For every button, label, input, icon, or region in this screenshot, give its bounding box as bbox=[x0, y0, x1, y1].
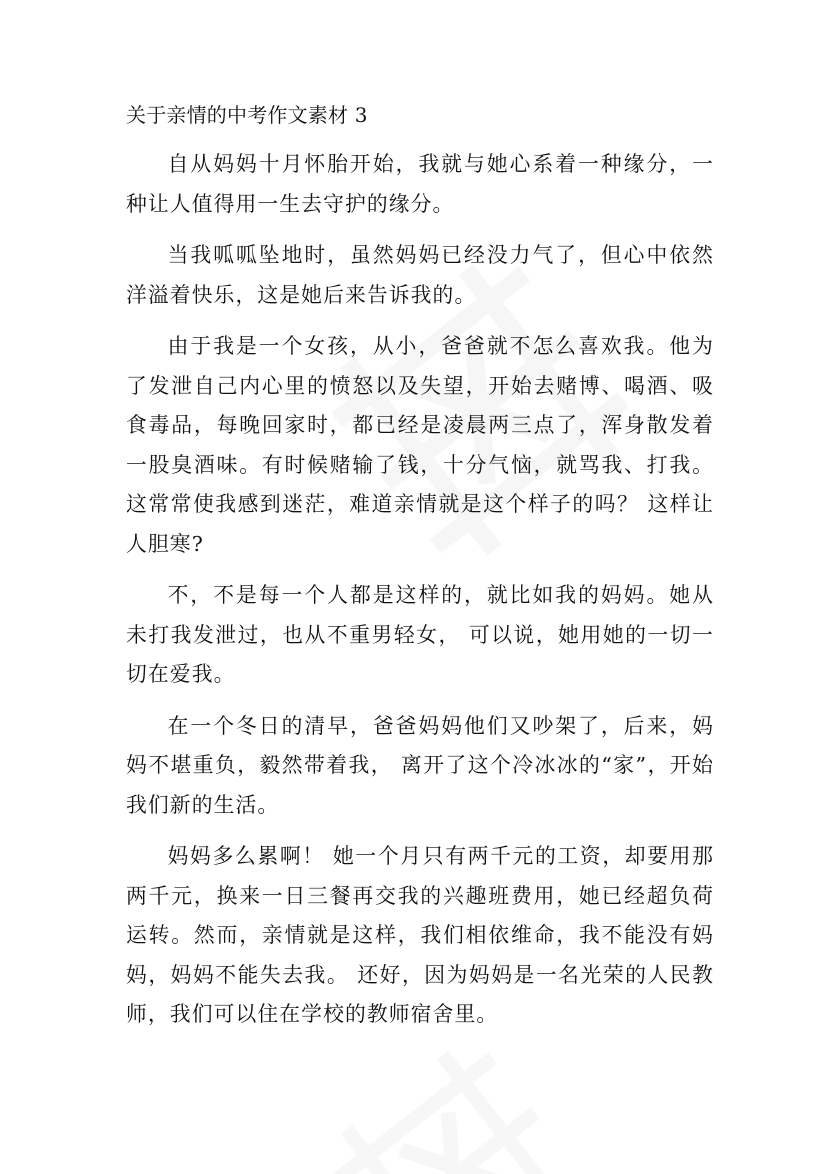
paragraph-2: 当我呱呱坠地时，虽然妈妈已经没力气了，但心中依然洋溢着快乐，这是她后来告诉我的。 bbox=[126, 243, 714, 307]
paragraph-6: 妈妈多么累啊！ 她一个月只有两千元的工资，却要用那两千元，换来一日三餐再交我的兴趣班费用，她已经超负荷运转。然而，亲情就是这样，我们相依维命，我不能没有妈妈，妈妈不能失去我。 还好，因为妈妈是一名光荣的人民教师，我们可以住在学校的教师宿舍里。 bbox=[126, 844, 714, 1026]
document-title: 关于亲情的中考作文素材 3 bbox=[126, 103, 368, 127]
paragraph-4: 不，不是每一个人都是这样的，就比如我的妈妈。她从未打我发泄过，也从不重男轻女， 可以说，她用她的一切一切在爱我。 bbox=[126, 583, 714, 686]
paragraph-5: 在一个冬日的清早，爸爸妈妈他们又吵架了，后来，妈妈不堪重负，毅然带着我， 离开了这个冷冰冰的“家”，开始我们新的生活。 bbox=[126, 713, 714, 817]
paragraph-1: 自从妈妈十月怀胎开始，我就与她心系着一种缘分，一种让人值得用一生去守护的缘分。 bbox=[126, 152, 714, 216]
article-body bbox=[126, 145, 714, 1047]
paragraph-3: 由于我是一个女孩，从小，爸爸就不怎么喜欢我。他为了发泄自己内心里的愤怒以及失望，开始去赌博、喝酒、吸食毒品，每晚回家时，都已经是凌晨两三点了，浑身散发着一股臭酒味。有时候赌输了钱，十分气恼，就骂我、打我。这常常使我感到迷茫，难道亲情就是这个样子的吗？ 这样让人胆寒? bbox=[126, 334, 714, 556]
